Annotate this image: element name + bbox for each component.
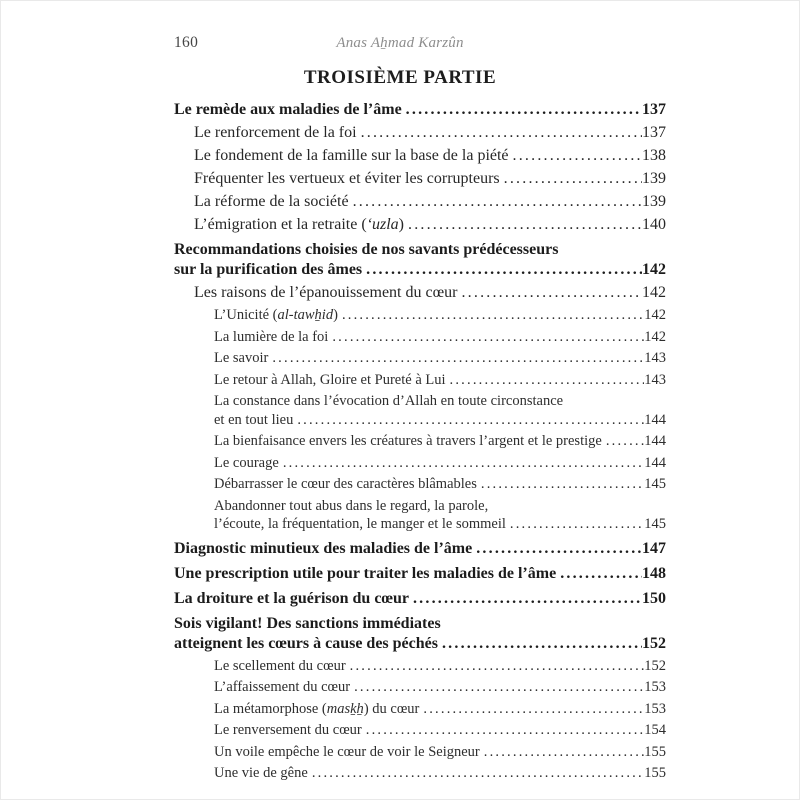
- toc-entry-title: L’Unicité (al-tawẖid): [214, 307, 338, 323]
- toc-entry: [214, 454, 666, 473]
- dot-leader: [293, 411, 644, 430]
- toc-entry-page-number: 150: [642, 589, 666, 607]
- dot-leader: [472, 539, 642, 559]
- toc-list: [174, 100, 666, 783]
- toc-entry: [214, 328, 666, 347]
- dot-leader: [328, 328, 644, 347]
- toc-entry-page-number: 153: [644, 679, 666, 695]
- toc-entry-title: atteignent les cœurs à cause des péchés: [174, 634, 438, 652]
- toc-entry: [194, 192, 666, 212]
- toc-entry-title: l’écoute, la fréquentation, le manger et le sommeil: [214, 516, 506, 532]
- toc-entry-title: Le remède aux maladies de l’âme: [174, 101, 402, 118]
- toc-entry-page-number: 153: [644, 700, 666, 717]
- toc-entry-line: [214, 411, 666, 430]
- toc-entry-line: [174, 539, 666, 559]
- toc-entry-line: [194, 123, 666, 143]
- toc-entry-page-number: 139: [642, 170, 666, 187]
- toc-entry: [174, 240, 666, 280]
- toc-entry: [214, 497, 666, 534]
- toc-entry-page-number: 142: [644, 307, 666, 323]
- toc-entry-line: [194, 169, 666, 189]
- toc-entry-page-number: 144: [644, 433, 666, 449]
- toc-entry: [214, 475, 666, 494]
- toc-entry-page-number: 143: [644, 350, 666, 366]
- toc-entry: [214, 657, 666, 676]
- toc-entry-line: [214, 515, 666, 534]
- dot-leader: [480, 743, 645, 762]
- toc-entry-title: Le renforcement de la foi: [194, 124, 357, 141]
- toc-entry-line: [214, 764, 666, 783]
- toc-entry: [174, 614, 666, 654]
- toc-entry-title: Le retour à Allah, Gloire et Pureté à Lui: [214, 371, 446, 388]
- toc-entry-title: La constance dans l’évocation d’Allah en toute circonstance: [214, 393, 564, 409]
- toc-entry-title: sur la purification des âmes: [174, 261, 363, 278]
- toc-entry-title: et en tout lieu: [214, 411, 294, 428]
- toc-entry-page-number: 155: [644, 743, 666, 760]
- dot-leader: [500, 169, 642, 189]
- dot-leader: [402, 100, 642, 120]
- toc-entry-line: [214, 678, 666, 697]
- toc-entry-title: Un voile empêche le cœur de voir le Seigneur: [214, 743, 480, 760]
- dot-leader: [509, 146, 642, 166]
- toc-entry: [214, 743, 666, 762]
- toc-entry: [214, 700, 666, 719]
- toc-entry-page-number: 144: [644, 454, 666, 471]
- toc-entry-title: Le renversement du cœur: [214, 722, 362, 738]
- toc-entry-line: [214, 349, 666, 368]
- toc-entry: [194, 283, 666, 303]
- toc-entry-line: [174, 564, 666, 584]
- dot-leader: [602, 432, 644, 451]
- toc-entry-title: Fréquenter les vertueux et éviter les corrupteurs: [194, 170, 500, 187]
- dot-leader: [438, 634, 642, 654]
- toc-entry-line: [174, 634, 666, 654]
- dot-leader: [357, 123, 642, 143]
- toc-entry: [174, 539, 666, 559]
- toc-entry-line: [214, 743, 666, 762]
- toc-entry-line: [214, 432, 666, 451]
- dot-leader: [308, 764, 644, 783]
- toc-entry-line: [214, 392, 666, 411]
- toc-entry-line: [214, 454, 666, 473]
- dot-leader: [419, 700, 644, 719]
- dot-leader: [556, 564, 642, 584]
- toc-entry-title: L’affaissement du cœur: [214, 679, 351, 695]
- toc-entry-line: [174, 240, 666, 260]
- toc-entry-line: [214, 371, 666, 390]
- toc-entry-page-number: 144: [644, 411, 666, 428]
- toc-entry-line: [214, 700, 666, 719]
- toc-entry: [194, 123, 666, 143]
- toc-entry-line: [214, 721, 666, 740]
- toc-entry-page-number: 140: [642, 216, 666, 233]
- toc-entry-line: [194, 146, 666, 166]
- toc-entry-line: [214, 497, 666, 516]
- toc-entry: [214, 678, 666, 697]
- toc-entry: [194, 215, 666, 235]
- toc-entry-line: [214, 328, 666, 347]
- toc-entry-page-number: 142: [644, 328, 666, 345]
- toc-entry-title: La réforme de la société: [194, 193, 349, 210]
- toc-entry-line: [194, 215, 666, 235]
- toc-entry-title: Abandonner tout abus dans le regard, la parole,: [214, 497, 489, 514]
- dot-leader: [362, 260, 642, 280]
- toc-entry-title: Les raisons de l’épanouissement du cœur: [194, 284, 458, 301]
- toc-entry: [214, 721, 666, 740]
- toc-entry-page-number: 142: [642, 261, 666, 278]
- toc-entry: [174, 589, 666, 609]
- folio-page-number: 160: [174, 34, 199, 51]
- toc-entry: [214, 306, 666, 325]
- dot-leader: [477, 475, 644, 494]
- dot-leader: [268, 349, 644, 368]
- toc-entry-line: [214, 657, 666, 676]
- toc-entry: [214, 349, 666, 368]
- running-header-author: Anas Aẖmad Karzûn: [336, 35, 464, 51]
- toc-entry-title: Une prescription utile pour traiter les maladies de l’âme: [174, 564, 557, 582]
- toc-entry: [214, 432, 666, 451]
- toc-entry-line: [214, 475, 666, 494]
- toc-entry-page-number: 152: [644, 657, 666, 674]
- dot-leader: [279, 454, 644, 473]
- dot-leader: [457, 283, 642, 303]
- dot-leader: [409, 589, 642, 609]
- toc-entry-page-number: 154: [644, 722, 666, 738]
- toc-entry-line: [214, 306, 666, 325]
- toc-entry-page-number: 145: [644, 476, 666, 492]
- dot-leader: [346, 657, 645, 676]
- toc-entry-page-number: 148: [642, 564, 666, 582]
- toc-entry-title: La droiture et la guérison du cœur: [174, 589, 409, 607]
- toc-entry-page-number: 137: [642, 101, 666, 118]
- toc-entry-line: [174, 100, 666, 120]
- toc-entry-line: [194, 192, 666, 212]
- dot-leader: [446, 371, 645, 390]
- toc-entry: [214, 764, 666, 783]
- toc-entry: [174, 564, 666, 584]
- toc-entry: [174, 100, 666, 120]
- toc-entry-title: La bienfaisance envers les créatures à travers l’argent et le prestige: [214, 433, 602, 449]
- toc-entry-page-number: 152: [642, 634, 666, 652]
- toc-entry: [214, 371, 666, 390]
- toc-entry-title: Sois vigilant! Des sanctions immédiates: [174, 614, 441, 632]
- toc-entry-page-number: 137: [642, 124, 666, 141]
- toc-entry-title: La métamorphose (masḵẖ) du cœur: [214, 700, 420, 717]
- page-header: [174, 34, 666, 54]
- toc-entry-title: Le savoir: [214, 350, 269, 366]
- toc-entry-title: Une vie de gêne: [214, 765, 308, 781]
- dot-leader: [338, 306, 644, 325]
- toc-entry: [214, 392, 666, 429]
- toc-entry-page-number: 139: [642, 193, 666, 210]
- section-title: TROISIÈME PARTIE: [303, 67, 497, 88]
- toc-entry-title: Le courage: [214, 454, 279, 471]
- toc-entry-page-number: 155: [644, 765, 666, 781]
- toc-entry-title: La lumière de la foi: [214, 328, 329, 345]
- toc-entry-title: Le fondement de la famille sur la base de la piété: [194, 147, 509, 164]
- toc-entry-page-number: 145: [644, 516, 666, 532]
- toc-entry-line: [174, 614, 666, 634]
- toc-entry-title: Le scellement du cœur: [214, 657, 346, 674]
- toc-entry-page-number: 147: [642, 539, 666, 557]
- toc-entry-line: [194, 283, 666, 303]
- dot-leader: [404, 215, 642, 235]
- toc-entry-page-number: 143: [644, 371, 666, 388]
- dot-leader: [362, 721, 644, 740]
- toc-entry-title: Débarrasser le cœur des caractères blâmables: [214, 476, 477, 492]
- toc-entry-title: L’émigration et la retraite (‘uzla): [194, 216, 404, 233]
- toc-entry-line: [174, 589, 666, 609]
- toc-entry-page-number: 138: [642, 147, 666, 164]
- toc-entry-page-number: 142: [642, 284, 666, 301]
- toc-entry-line: [174, 260, 666, 280]
- dot-leader: [350, 678, 644, 697]
- dot-leader: [349, 192, 642, 212]
- dot-leader: [506, 515, 644, 534]
- toc-entry-title: Diagnostic minutieux des maladies de l’âme: [174, 539, 473, 557]
- toc-entry: [194, 169, 666, 189]
- toc-entry: [194, 146, 666, 166]
- toc-entry-title: Recommandations choisies de nos savants prédécesseurs: [174, 241, 559, 258]
